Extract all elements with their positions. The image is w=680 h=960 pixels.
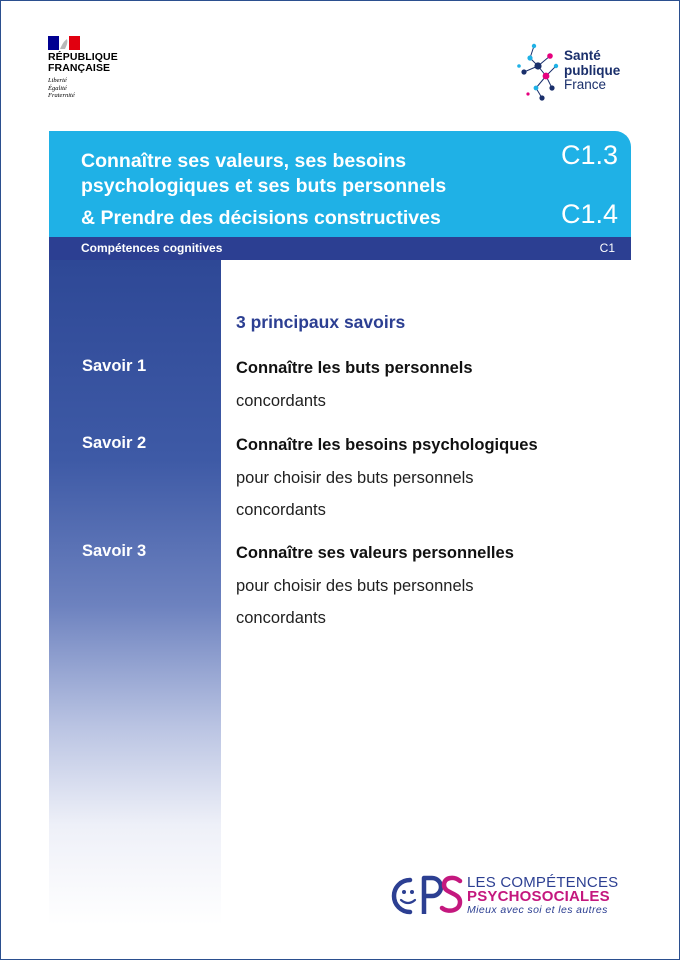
header-title	[81, 149, 521, 231]
cps-tagline: Mieux avec soi et les autres	[467, 904, 608, 916]
savoir-2-line-2: concordants	[236, 501, 326, 519]
motto-liberte: Liberté	[48, 77, 67, 84]
section-title: 3 principaux savoirs	[236, 312, 406, 332]
category-code: C1	[599, 241, 615, 255]
spf-line-publique: publique	[564, 62, 621, 78]
spf-line-france: France	[564, 77, 607, 92]
savoir-3-title: Connaître ses valeurs personnelles	[236, 544, 514, 562]
category-label: Compétences cognitives	[81, 241, 223, 255]
savoir-1-title: Connaître les buts personnels	[236, 359, 473, 377]
republique-motto	[48, 77, 168, 100]
category-bar	[49, 237, 631, 260]
sante-publique-france-logo	[516, 42, 640, 104]
republique-francaise-logo	[48, 36, 168, 100]
header-title-line-1: Connaître ses valeurs, ses besoins	[81, 150, 407, 172]
cps-line-1: LES COMPÉTENCES	[467, 874, 619, 891]
savoir-2-title: Connaître les besoins psychologiques	[236, 436, 538, 454]
header-title-line-2: psychologiques et ses buts personnels	[81, 174, 447, 197]
savoir-2-label: Savoir 2	[82, 434, 147, 452]
republique-name-line-1: RÉPUBLIQUE	[48, 51, 118, 63]
competence-code-c13: C1.3	[560, 140, 618, 170]
savoir-2-text	[236, 429, 636, 527]
marianne-flag-icon	[48, 36, 80, 50]
cps-line-2: PSYCHOSOCIALES	[467, 888, 610, 905]
republique-name-line-2: FRANÇAISE	[48, 62, 111, 74]
header-title-line-3: & Prendre des décisions constructives	[81, 207, 441, 229]
competence-code-c14: C1.4	[560, 199, 618, 229]
savoir-3-line-1: pour choisir des buts personnels	[236, 576, 474, 595]
competences-psychosociales-logo	[388, 872, 638, 918]
savoir-1-line-1: concordants	[236, 391, 326, 410]
header-banner	[49, 131, 631, 237]
motto-fraternite: Fraternité	[48, 92, 75, 99]
republique-name	[48, 52, 168, 74]
sante-publique-france-name	[564, 49, 620, 93]
savoir-2-line-1: pour choisir des buts personnels	[236, 468, 474, 487]
savoir-1-text	[236, 352, 636, 417]
spf-line-sante: Santé	[564, 48, 601, 63]
savoir-3-line-2: concordants	[236, 609, 326, 627]
cps-smiley-icon	[388, 872, 466, 918]
savoir-1-label: Savoir 1	[82, 357, 147, 375]
savoir-3-text	[236, 537, 636, 635]
network-dots-icon	[516, 42, 562, 104]
motto-egalite: Égalité	[48, 84, 67, 92]
savoir-3-label: Savoir 3	[82, 542, 147, 560]
